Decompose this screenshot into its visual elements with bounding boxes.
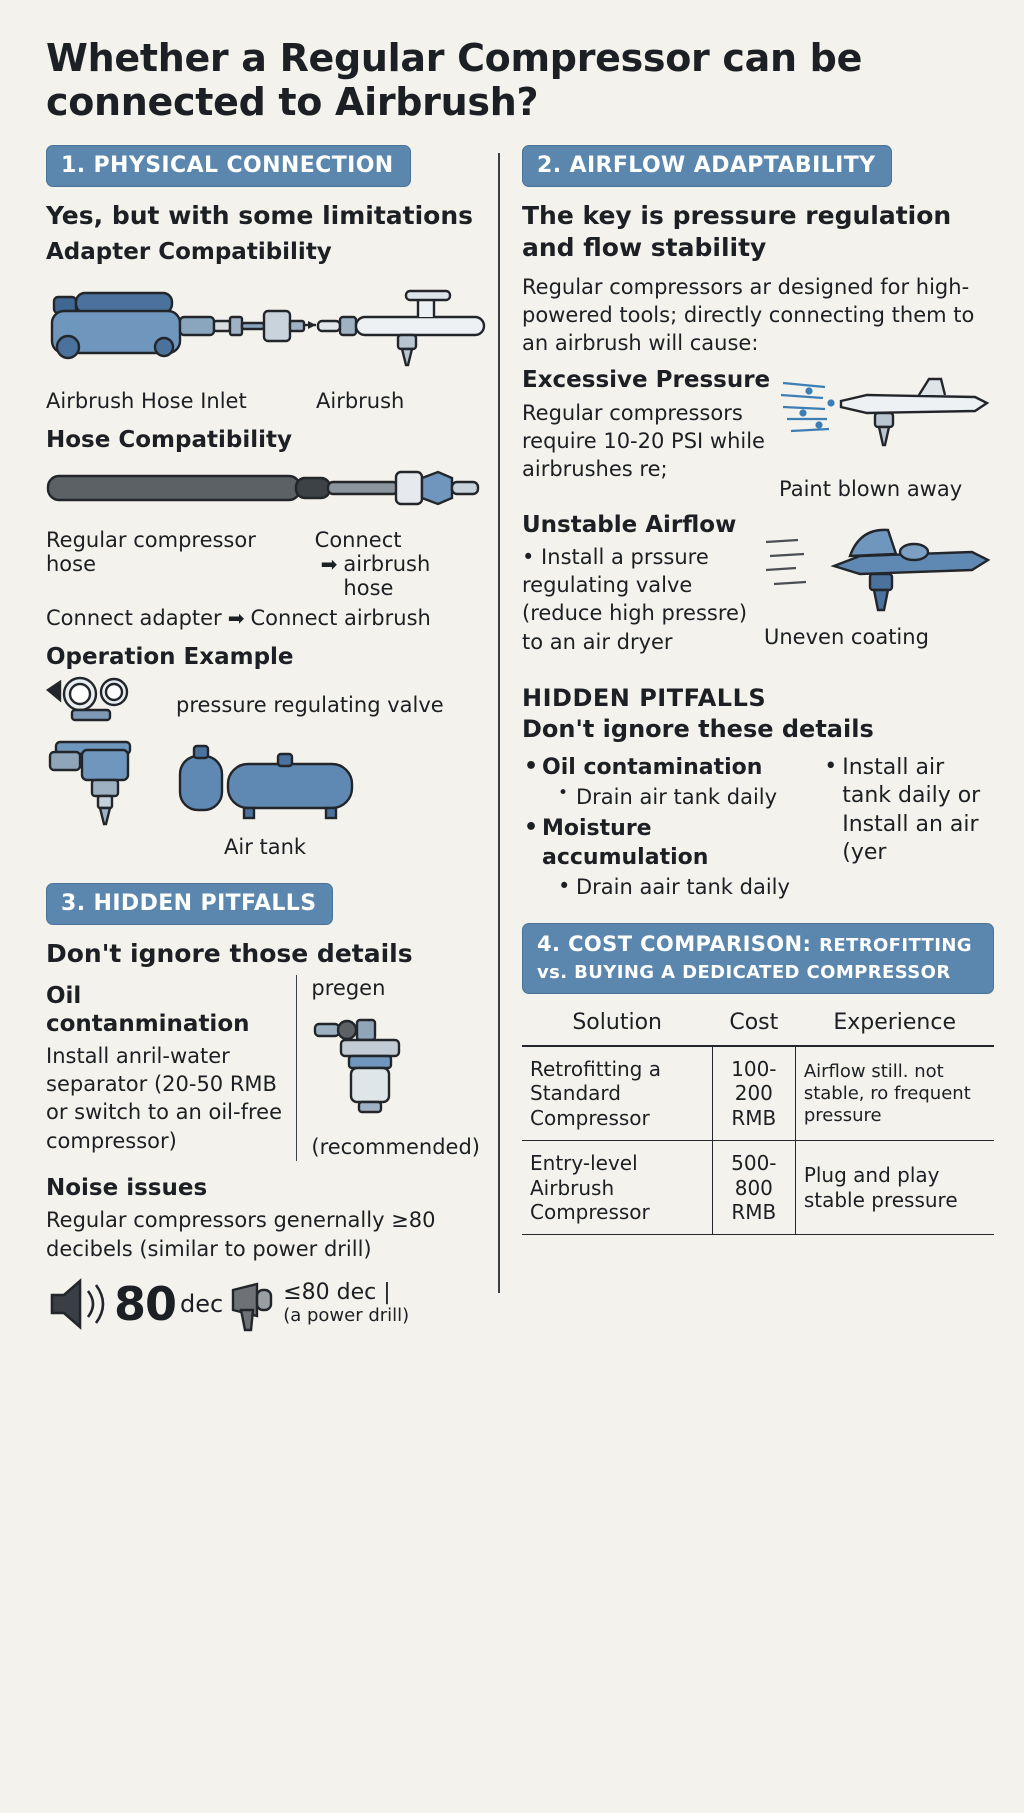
valve-tank-illustration-row (46, 738, 480, 834)
section-3-badge: 3. HIDDEN PITFALLS (46, 883, 333, 925)
pitfalls-list (522, 754, 808, 902)
excessive-pressure-title: Excessive Pressure (522, 367, 771, 394)
decibel-right-sub: (a power drill) (283, 1305, 410, 1327)
pitfall-subitem: • Drain aair tank daily (558, 874, 808, 901)
cell-solution: Entry-level Airbrush Compressor (522, 1141, 712, 1235)
oil-contamination-title: Oil contanmination (46, 982, 250, 1037)
right-column (500, 145, 994, 1813)
decibel-illustration-row (46, 1273, 480, 1335)
adapter-compatibility-heading: Adapter Compatibility (46, 238, 332, 265)
noise-issues-title: Noise issues (46, 1174, 208, 1201)
decibel-unit: dec (180, 1289, 224, 1318)
pitfall-item (522, 815, 808, 901)
cell-experience: Airflow still. not stable, ro frequent pressure (795, 1046, 994, 1141)
connect-airbrush-hose-label-line1: Connect (314, 528, 402, 553)
operation-example-heading: Operation Example (46, 644, 294, 671)
table-header-solution: Solution (522, 1004, 712, 1046)
air-tank-illustration (174, 738, 374, 834)
section-2-badge: 2. AIRFLOW ADAPTABILITY (522, 145, 892, 187)
adapter-labels (46, 389, 480, 413)
section-1-heading: Yes, but with some limitations (46, 200, 474, 230)
section-4-badge-rest: RETROFITTING vs. BUYING A DEDICATED COMPRESSOR (537, 935, 972, 984)
pressure-regulating-valve-label: pressure regulating valve (176, 693, 444, 718)
pitfall-subitem: • Drain air tank daily (558, 784, 808, 811)
pitfall-right-item: • Install air tank daily or Install an air (yer (822, 754, 994, 868)
content-columns (46, 145, 994, 1813)
regulator-illustration (46, 738, 164, 834)
section-4-badge-main: 4. COST COMPARISON: (537, 932, 812, 957)
section-4-badge (522, 923, 994, 994)
decibel-right-label: ≤80 dec | (283, 1280, 391, 1306)
pitfall-label: Oil contamination (542, 754, 763, 780)
excessive-pressure-body: Regular compressors require 10-20 PSI while airbrushes re; (522, 400, 765, 482)
cell-solution: Retrofitting a Standard Compressor (522, 1046, 712, 1141)
hidden-pitfalls-title: HIDDEN PITFALLS (522, 683, 767, 712)
decibel-number: 80 (114, 1276, 177, 1331)
cell-experience: Plug and play stable pressure (795, 1141, 994, 1235)
table-header-experience: Experience (795, 1004, 994, 1046)
section-2-heading-line2: and flow stability (522, 232, 767, 262)
table-header-cost: Cost (712, 1004, 795, 1046)
airbrush-label: Airbrush (316, 388, 405, 413)
table-row (522, 1141, 994, 1235)
section-3-body (46, 975, 480, 1161)
unstable-airflow-title: Unstable Airflow (522, 511, 737, 538)
recommended-label: (recommended) (311, 1134, 480, 1159)
hose-labels (46, 528, 480, 600)
pitfalls-right-list (822, 754, 994, 868)
airbrush-hose-inlet-label: Airbrush Hose Inlet (46, 388, 247, 413)
flow-arrow-icon: ➡ (227, 606, 245, 631)
oil-contamination-body: Install anril-water separator (20-50 RMB or switch to an oil-free compressor) (46, 1044, 282, 1153)
cost-comparison-table (522, 1004, 994, 1235)
regular-compressor-hose-label-line1: Regular compressor (46, 528, 256, 553)
table-row (522, 1046, 994, 1141)
cell-cost: 500-800 RMB (712, 1141, 795, 1235)
pitfall-label: Moisture accumulation (542, 816, 709, 870)
pregen-label: pregen (311, 975, 386, 1000)
pressure-gauge-illustration (46, 676, 166, 736)
hidden-pitfalls-body (522, 750, 994, 906)
compressor-adapter-airbrush-illustration (46, 273, 480, 385)
water-separator-illustration (311, 1002, 461, 1122)
regular-compressor-hose-label-line2: hose (46, 552, 97, 577)
section-3-heading: Don't ignore those details (46, 938, 413, 968)
section-2-heading-line1: The key is pressure regulation (522, 200, 952, 230)
connect-adapter-label: Connect adapter (46, 606, 222, 631)
excessive-pressure-block (522, 367, 994, 503)
drill-icon (227, 1276, 279, 1332)
left-column (46, 145, 498, 1813)
uneven-coating-caption: Uneven coating (764, 624, 929, 649)
page-title: Whether a Regular Compressor can be connected to Airbrush? (46, 36, 863, 125)
uneven-coating-illustration (764, 512, 994, 620)
pitfall-item (522, 754, 808, 811)
speaker-icon (46, 1273, 110, 1335)
section-1-badge: 1. PHYSICAL CONNECTION (46, 145, 411, 187)
paint-blown-away-illustration (779, 367, 994, 472)
section-2-intro: Regular compressors ar designed for high-powered tools; directly connecting them to an airbrush will cause: (522, 274, 975, 356)
connect-airbrush-label: Connect airbrush (250, 606, 431, 631)
hose-compatibility-heading: Hose Compatibility (46, 426, 292, 453)
operation-example-illustration-row (46, 676, 480, 736)
noise-issues-body: Regular compressors genernally ≥80 decibels (similar to power drill) (46, 1208, 436, 1261)
table-header-row (522, 1004, 994, 1046)
hose-illustration (46, 460, 480, 524)
air-tank-label: Air tank (224, 834, 307, 859)
paint-blown-away-caption: Paint blown away (779, 477, 963, 502)
cell-cost: 100-200 RMB (712, 1046, 795, 1141)
unstable-airflow-block (522, 512, 994, 662)
connect-airbrush-hose-label-line2: airbrush hose (343, 552, 431, 601)
hidden-pitfalls-subtitle: Don't ignore these details (522, 714, 874, 743)
hose-arrow-icon: ➡ (320, 552, 338, 577)
connect-flow-row (46, 606, 480, 630)
unstable-airflow-body: • Install a prssure regulating valve (reduce high pressre) to an air dryer (522, 545, 748, 654)
